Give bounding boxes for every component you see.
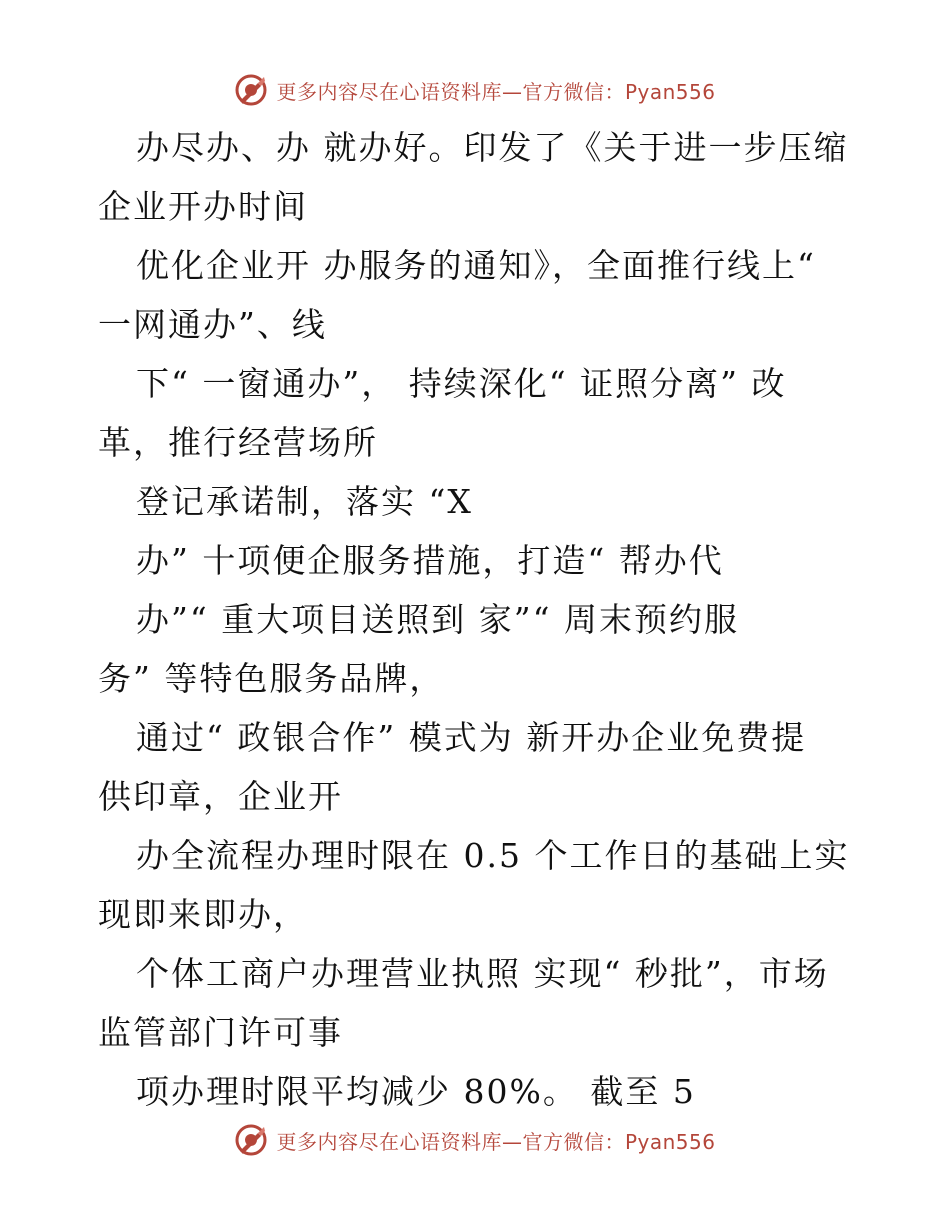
header-banner-text: 更多内容尽在心语资料库—官方微信：Pyan556 — [276, 79, 716, 104]
text-line: 个体工商户办理营业执照 实现“ 秒批”，市场 — [136, 954, 829, 993]
text-line: 下“ 一窗通办”， 持续深化“ 证照分离” 改 — [136, 364, 787, 403]
text-line: 革，推行经营场所 — [98, 423, 378, 462]
footer-banner-text: 更多内容尽在心语资料库—官方微信：Pyan556 — [276, 1129, 716, 1154]
document-body — [98, 118, 868, 1121]
text-line: 办尽办、办 就办好。印发了《关于进一步压缩 — [136, 128, 849, 167]
text-line: 通过“ 政银合作” 模式为 新开办企业免费提 — [136, 718, 807, 757]
text-line: 企业开办时间 — [98, 187, 308, 226]
logo-icon — [234, 1123, 268, 1157]
footer-banner — [0, 1120, 950, 1160]
text-line: 办” 十项便企服务措施，打造“ 帮办代 — [136, 541, 724, 580]
text-line: 项办理时限平均减少 80%。 截至 5 — [136, 1072, 696, 1111]
text-line: 优化企业开 办服务的通知》，全面推行线上“ — [136, 246, 816, 285]
text-line: 务” 等特色服务品牌， — [98, 659, 445, 698]
text-line: 监管部门许可事 — [98, 1013, 343, 1052]
text-line: 登记承诺制，落实 “X — [136, 482, 473, 521]
text-line: 办全流程办理时限在 0.5 个工作日的基础上实 — [136, 836, 850, 875]
text-line: 供印章，企业开 — [98, 777, 343, 816]
text-line: 一网通办”、线 — [98, 305, 327, 344]
header-banner — [0, 70, 950, 110]
logo-icon — [234, 73, 268, 107]
text-line: 现即来即办， — [98, 895, 308, 934]
text-line: 办”“ 重大项目送照到 家”“ 周末预约服 — [136, 600, 739, 639]
